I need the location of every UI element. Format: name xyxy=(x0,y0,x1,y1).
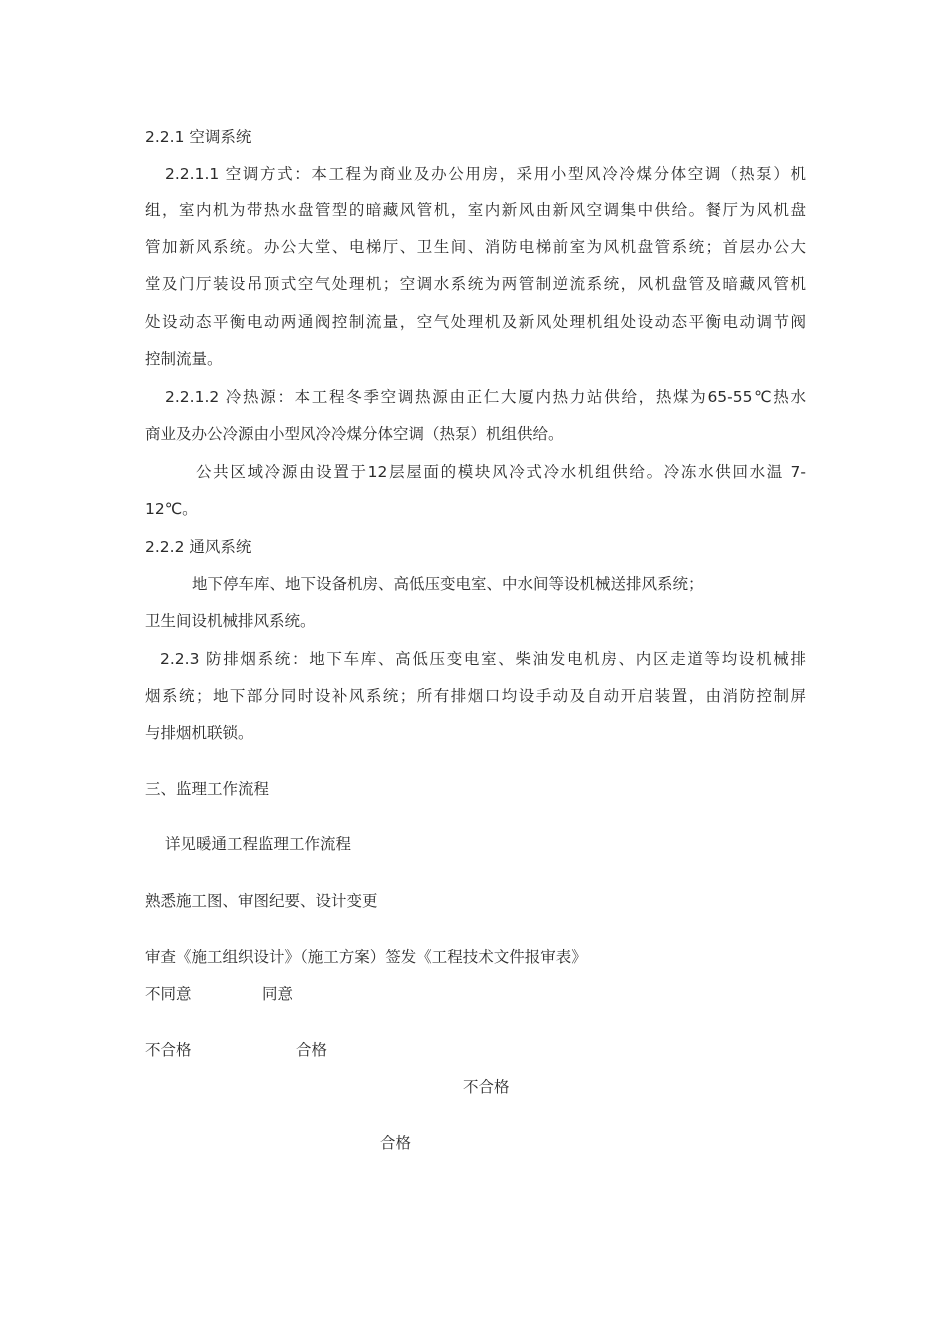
paragraph-line: 2.2.3 防排烟系统：地下车库、高低压变电室、柴油发电机房、内区走道等均设机械排 xyxy=(160,650,806,668)
flow-label-disagree: 不同意 xyxy=(145,985,192,1003)
flow-step: 熟悉施工图、审图纪要、设计变更 xyxy=(145,892,378,910)
paragraph-line: 卫生间设机械排风系统。 xyxy=(145,612,316,630)
paragraph-line: 组，室内机为带热水盘管型的暗藏风管机，室内新风由新风空调集中供给。餐厅为风机盘 xyxy=(145,201,806,219)
section-heading-2-2-1: 2.2.1 空调系统 xyxy=(145,128,252,146)
flow-label-unqualified: 不合格 xyxy=(463,1078,510,1096)
flow-label-agree: 同意 xyxy=(262,985,294,1003)
section-heading-3: 三、监理工作流程 xyxy=(145,780,270,798)
flow-label-qualified: 合格 xyxy=(296,1041,328,1059)
paragraph-line: 地下停车库、地下设备机房、高低压变电室、中水间等设机械送排风系统； xyxy=(192,575,704,593)
paragraph-line: 与排烟机联锁。 xyxy=(145,724,254,742)
flow-label-qualified: 合格 xyxy=(380,1134,412,1152)
paragraph-line: 2.2.1.1 空调方式：本工程为商业及办公用房，采用小型风冷冷煤分体空调（热泵）机 xyxy=(165,165,806,183)
flow-label-unqualified: 不合格 xyxy=(145,1041,192,1059)
paragraph-line: 公共区域冷源由设置于12层屋面的模块风冷式冷水机组供给。冷冻水供回水温 7- xyxy=(196,463,806,481)
paragraph-line: 商业及办公冷源由小型风冷冷煤分体空调（热泵）机组供给。 xyxy=(145,425,564,443)
section-heading-2-2-2: 2.2.2 通风系统 xyxy=(145,538,252,556)
paragraph-line: 处设动态平衡电动两通阀控制流量，空气处理机及新风处理机组处设动态平衡电动调节阀 xyxy=(145,313,806,331)
paragraph-line: 堂及门厅装设吊顶式空气处理机；空调水系统为两管制逆流系统，风机盘管及暗藏风管机 xyxy=(145,275,806,293)
paragraph-line: 控制流量。 xyxy=(145,350,223,368)
flow-step: 审查《施工组织设计》（施工方案）签发《工程技术文件报审表》 xyxy=(145,948,587,966)
paragraph-line: 管加新风系统。办公大堂、电梯厅、卫生间、消防电梯前室为风机盘管系统；首层办公大 xyxy=(145,238,806,256)
paragraph-line: 2.2.1.2 冷热源：本工程冬季空调热源由正仁大厦内热力站供给，热煤为65-55℃热水 xyxy=(165,388,806,406)
paragraph-line: 烟系统；地下部分同时设补风系统；所有排烟口均设手动及自动开启装置，由消防控制屏 xyxy=(145,687,806,705)
flow-reference: 详见暖通工程监理工作流程 xyxy=(165,835,352,853)
paragraph-line: 12℃。 xyxy=(145,500,198,518)
